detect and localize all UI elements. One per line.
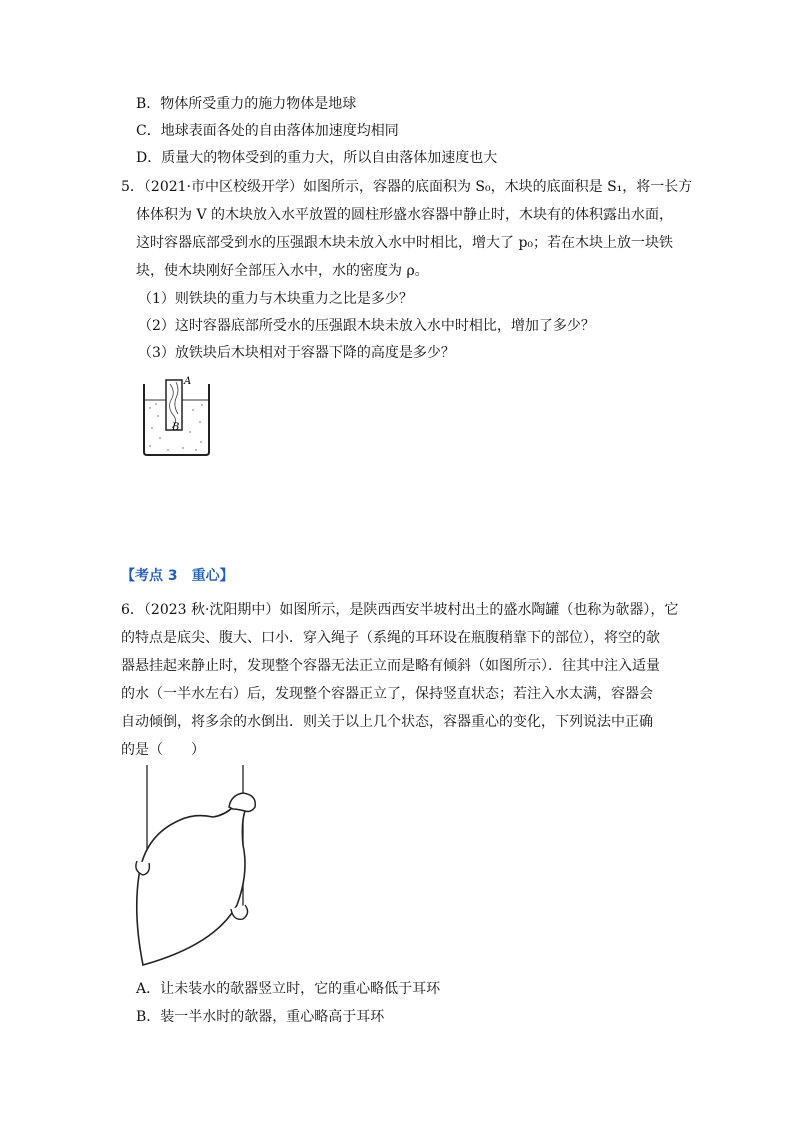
q5-stem-line-4: 块，使木块刚好全部压入水中，水的密度为 ρ。 — [136, 263, 429, 279]
q6-stem-line-6: 的是（ ） — [121, 742, 205, 758]
q5-label-b: B — [172, 422, 180, 433]
q5-subquestion-1: （1）则铁块的重力与木块重力之比是多少？ — [138, 291, 413, 307]
q6-option-b: B．装一半水时的欹器，重心略高于耳环 — [136, 1009, 385, 1025]
q5-stem-line-3: 这时容器底部受到水的压强跟木块未放入水中时相比，增大了 p₀；若在木块上放一块铁 — [136, 235, 674, 251]
q4-option-c: C．地球表面各处的自由落体加速度均相同 — [136, 123, 399, 139]
q6-stem-line-4: 的水（一半水左右）后，发现整个容器正立了，保持竖直状态；若注入水太满，容器会 — [121, 686, 653, 702]
q6-jar-figure — [125, 765, 275, 975]
q5-subquestion-3: （3）放铁块后木块相对于容器下降的高度是多少？ — [138, 345, 455, 361]
q4-option-d: D．质量大的物体受到的重力大，所以自由落体加速度也大 — [136, 150, 498, 166]
section-heading: 【考点 3 重心】 — [121, 568, 234, 584]
q5-subquestion-2: （2）这时容器底部所受水的压强跟木块未放入水中时相比，增加了多少？ — [138, 318, 595, 334]
q5-label-a: A — [184, 376, 192, 387]
q6-stem-line-3: 器悬挂起来静止时，发现整个容器无法正立而是略有倾斜（如图所示）．往其中注入适量 — [121, 658, 660, 674]
q6-stem-line-1: 6．（2023 秋·沈阳期中）如图所示，是陕西西安半坡村出土的盛水陶罐（也称为欹器），它 — [121, 602, 679, 618]
q6-option-a: A．让未装水的欹器竖立时，它的重心略低于耳环 — [136, 981, 441, 997]
q5-stem-line-1: 5．（2021·市中区校级开学）如图所示，容器的底面积为 S₀，木块的底面积是 S₁，将一长方 — [121, 179, 693, 195]
q4-option-b: B．物体所受重力的施力物体是地球 — [136, 96, 357, 112]
q6-stem-line-5: 自动倾倒，将多余的水倒出．则关于以上几个状态，容器重心的变化，下列说法中正确 — [121, 714, 653, 730]
q5-stem-line-2: 体体积为 V 的木块放入水平放置的圆柱形盛水容器中静止时，木块有的体积露出水面， — [136, 207, 674, 223]
q5-container-figure — [138, 370, 218, 460]
q6-stem-line-2: 的特点是底尖、腹大、口小．穿入绳子（系绳的耳环设在瓶腹稍靠下的部位），将空的欹 — [121, 630, 660, 646]
